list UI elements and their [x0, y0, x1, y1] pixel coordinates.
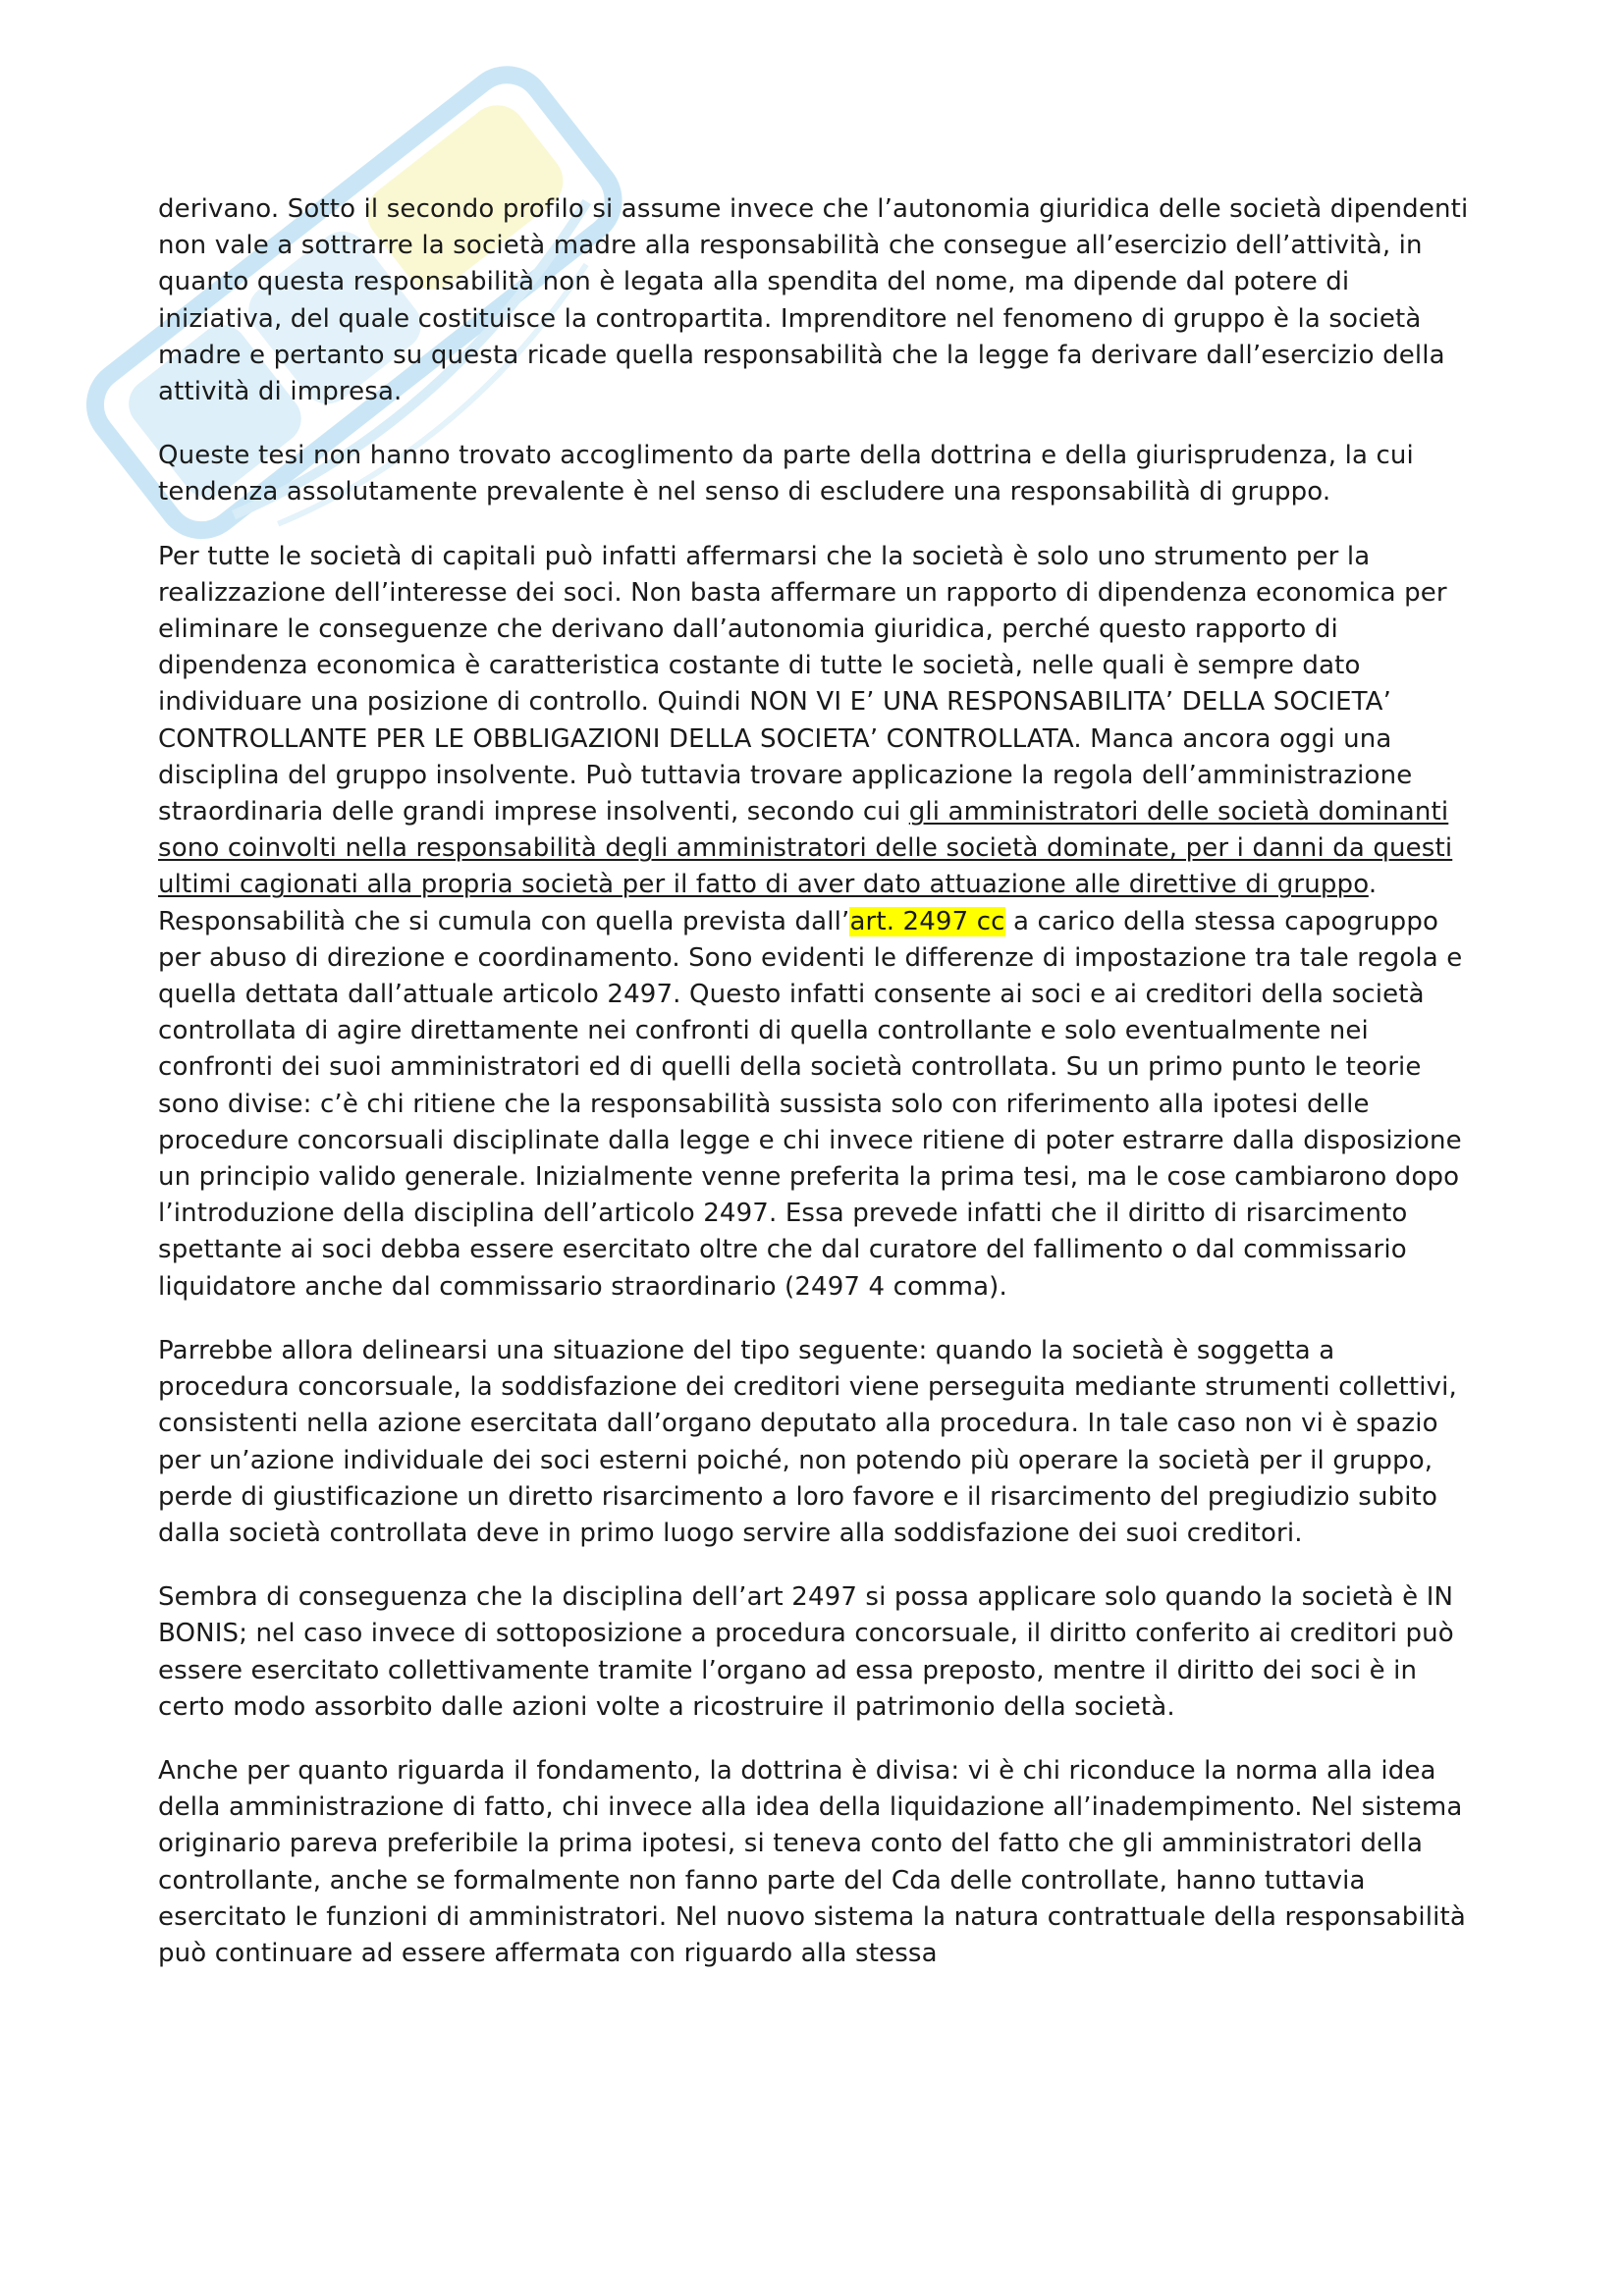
text-run: a carico della stessa capogruppo per abuso di direzione e coordinamento. Sono evidenti le differenze di impostazione tra tale regola e quella dettata dall’attuale articolo 2497. Questo infatti consente ai soci e ai creditori della società controllata di agire direttamente nei confronti di quella controllante e solo eventualmente nei confronti dei suoi amministratori ed di quelli della società controllata. Su un primo punto le teorie sono divise: c’è chi ritiene che la responsabilità sussista solo con riferimento alla ipotesi delle procedure concorsuali disciplinate dalla legge e chi invece ritiene di poter estrarre dalla disposizione un principio valido generale. Inizialmente venne preferita la prima tesi, ma le cose cambiarono dopo l’introduzione della disciplina dell’articolo 2497. Essa prevede infatti che il diritto di risarcimento spettante ai soci debba essere esercitato oltre che dal curatore del fallimento o dal commissario liquidatore anche dal commissario straordinario (2497 4 comma). — [158, 906, 1463, 1302]
paragraph — [158, 539, 1474, 1306]
document-body — [158, 191, 1474, 2000]
highlighted-reference: art. 2497 cc — [849, 906, 1005, 936]
paragraph — [158, 191, 1474, 410]
text-run: derivano. Sotto il secondo profilo si assume invece che l’autonomia giuridica delle società dipendenti non vale a sottrarre la società madre alla responsabilità che consegue all’esercizio dell’attività, in quanto questa responsabilità non è legata alla spendita del nome, ma dipende dal potere di iniziativa, del quale costituisce la contropartita. Imprenditore nel fenomeno di gruppo è la società madre e pertanto su questa ricade quella responsabilità che la legge fa derivare dall’esercizio della attività di impresa. — [158, 194, 1469, 407]
text-run: . Responsabilità che si cumula con quella prevista dall’ — [158, 870, 1378, 936]
text-run: Per tutte le società di capitali può infatti affermarsi che la società è solo uno strumento per la realizzazione dell’interesse dei soci. Non basta affermare un rapporto di dipendenza economica per eliminare le conseguenze che derivano dall’autonomia giuridica, perché questo rapporto di dipendenza economica è caratteristica costante di tutte le società, nelle quali è sempre dato individuare una posizione di controllo. Quindi NON VI E’ UNA RESPONSABILITA’ DELLA SOCIETA’ CONTROLLANTE PER LE OBBLIGAZIONI DELLA SOCIETA’ CONTROLLATA. Manca ancora oggi una disciplina del gruppo insolvente. Può tuttavia trovare applicazione la regola dell’amministrazione straordinaria delle grandi imprese insolventi, secondo cui — [158, 541, 1447, 828]
text-run: Anche per quanto riguarda il fondamento, la dottrina è divisa: vi è chi riconduce la norma alla idea della amministrazione di fatto, chi invece alla idea della liquidazione all’inadempimento. Nel sistema originario pareva preferibile la prima ipotesi, si teneva conto del fatto che gli amministratori della controllante, anche se formalmente non fanno parte del Cda delle controllate, hanno tuttavia esercitato le funzioni di amministratori. Nel nuovo sistema la natura contrattuale della responsabilità può continuare ad essere affermata con riguardo alla stessa — [158, 1755, 1466, 1968]
text-run: Queste tesi non hanno trovato accoglimento da parte della dottrina e della giurisprudenza, la cui tendenza assolutamente prevalente è nel senso di escludere una responsabilità di gruppo. — [158, 441, 1414, 507]
text-run: Parrebbe allora delinearsi una situazione del tipo seguente: quando la società è soggetta a procedura concorsuale, la soddisfazione dei creditori viene perseguita mediante strumenti collettivi, consistenti nella azione esercitata dall’organo deputato alla procedura. In tale caso non vi è spazio per un’azione individuale dei soci esterni poiché, non potendo più operare la società per il gruppo, perde di giustificazione un diretto risarcimento a loro favore e il risarcimento del pregiudizio subito dalla società controllata deve in primo luogo servire alla soddisfazione dei suoi creditori. — [158, 1335, 1457, 1548]
paragraph — [158, 1753, 1474, 1972]
paragraph — [158, 1333, 1474, 1552]
paragraph — [158, 1579, 1474, 1726]
text-run: Sembra di conseguenza che la disciplina dell’art 2497 si possa applicare solo quando la società è IN BONIS; nel caso invece di sottoposizione a procedura concorsuale, il diritto conferito ai creditori può essere esercitato collettivamente tramite l’organo ad essa preposto, mentre il diritto dei soci è in certo modo assorbito dalle azioni volte a ricostruire il patrimonio della società. — [158, 1582, 1454, 1722]
paragraph — [158, 438, 1474, 510]
underlined-passage: gli amministratori delle società dominanti sono coinvolti nella responsabilità degli amministratori delle società dominate, per i danni da questi ultimi cagionati alla propria società per il fatto di aver dato attuazione alle direttive di gruppo — [158, 797, 1453, 900]
